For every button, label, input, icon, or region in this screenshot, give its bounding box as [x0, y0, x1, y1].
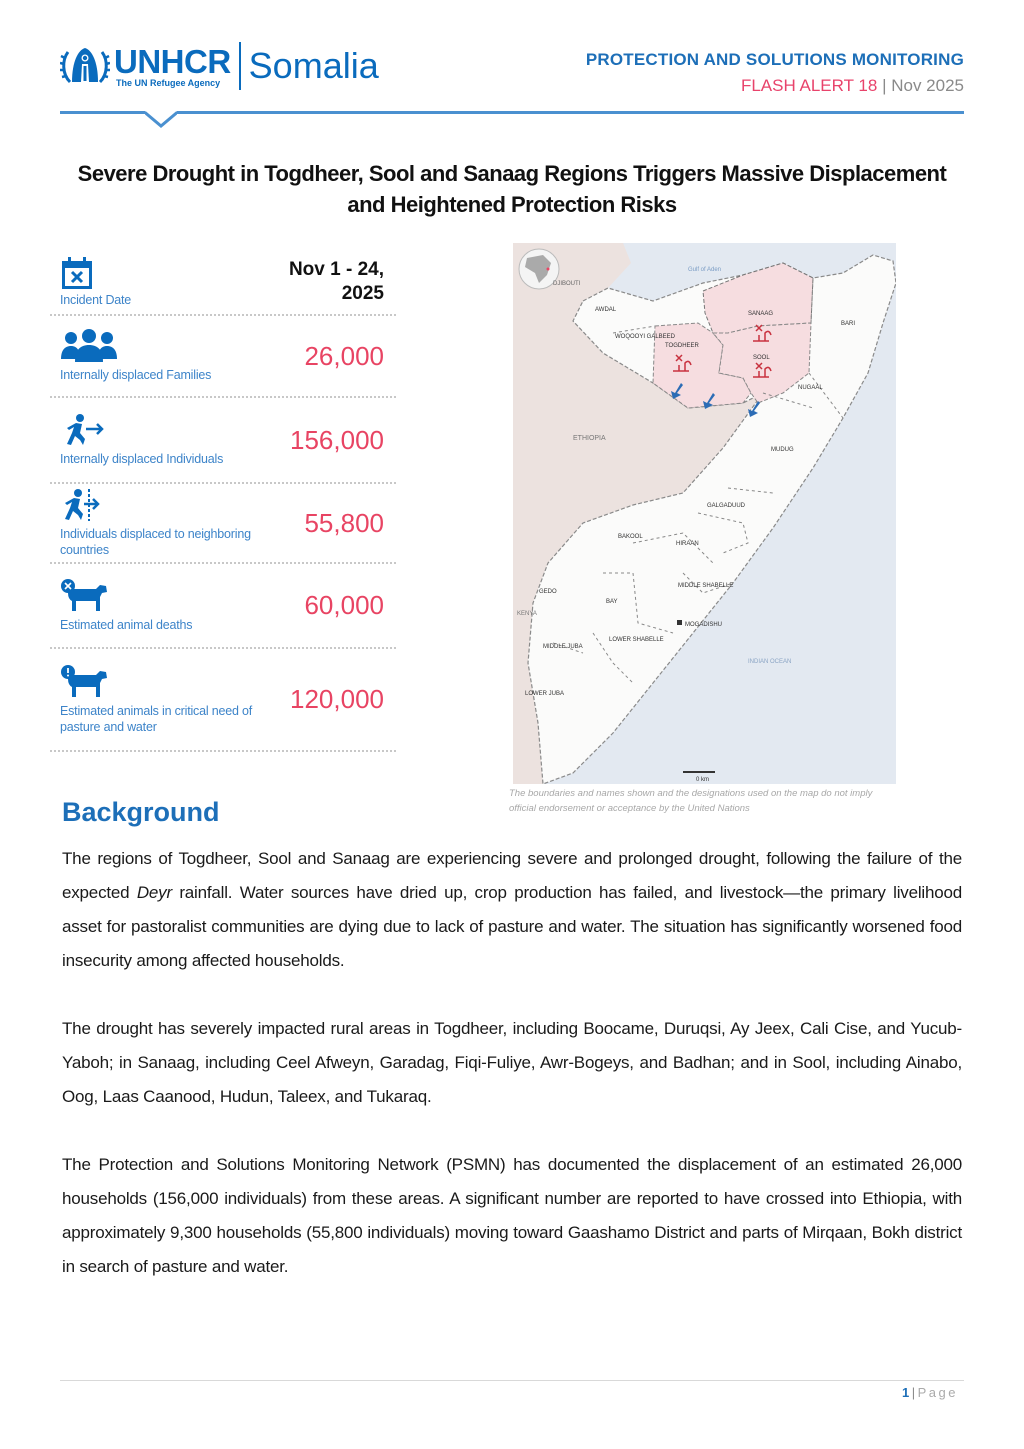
stat-value: 156,000: [290, 424, 384, 455]
stat-incident-date: [50, 250, 396, 316]
header-meta: [586, 50, 964, 96]
page-separator: |: [911, 1385, 918, 1400]
map-label: GALGADUUD: [707, 503, 746, 509]
map-disclaimer: The boundaries and names shown and the designations used on the map do not imply official endorsement or acceptance by the United Nations: [509, 788, 873, 814]
background-paragraph-1: [62, 842, 962, 978]
stat-value: 120,000: [290, 684, 384, 714]
map-label: SANAAG: [748, 311, 774, 317]
map-label: KENYA: [517, 611, 537, 617]
header-rule: [60, 111, 964, 114]
unhcr-emblem-icon: [60, 44, 110, 88]
map-label: LOWER JUBA: [525, 691, 565, 697]
map-label: MIDDLE SHABELLE: [678, 583, 734, 589]
stat-label: Estimated animals in critical need of pasture and water: [60, 703, 252, 734]
map-label: GEDO: [539, 589, 557, 595]
stat-value: 55,800: [304, 507, 384, 538]
calendar-x-icon: [60, 256, 94, 290]
map-label: INDIAN OCEAN: [748, 659, 792, 665]
paragraph-emphasis: Deyr: [136, 883, 172, 902]
page-number: 1: [902, 1385, 912, 1400]
stat-displaced-abroad: [50, 484, 396, 564]
map-label: BAKOOL: [618, 534, 643, 540]
map-label: MUDUG: [771, 447, 794, 453]
paragraph-text: The regions of Togdheer, Sool and Sanaag are experiencing severe and prolonged drought, following the failure of the expected: [62, 849, 962, 902]
header-notch-icon: [145, 111, 177, 129]
stat-label: Estimated animal deaths: [60, 617, 193, 632]
map-label: BARI: [841, 321, 856, 327]
map-label: MIDDLE JUBA: [543, 644, 583, 650]
org-tagline: The UN Refugee Agency: [116, 77, 221, 88]
family-group-icon: [60, 329, 118, 363]
key-figures-panel: [50, 250, 396, 752]
background-paragraph-2: The drought has severely impacted rural areas in Togdheer, including Boocame, Duruqsi, Ay Jeex, Cali Cise, and Yucub-Yaboh; in Sanaag, including Ceel Afweyn, Garadag, Fiqi-Fuliye, Awr-Bogeys, and Badhan; and in Sool, including Ainabo, Oog, Laas Caanood, Hudun, Taleex, and Tukaraq.: [62, 1019, 962, 1106]
map-label: TOGDHEER: [665, 343, 699, 349]
org-name: UNHCR: [114, 42, 231, 80]
stat-value: 26,000: [304, 340, 384, 371]
capital-marker-icon: [677, 620, 682, 625]
stat-displaced-families: [50, 316, 396, 398]
map-label: MOGADISHU: [685, 622, 723, 628]
unhcr-logo: [60, 40, 379, 92]
section-heading-background: Background: [62, 797, 220, 827]
somalia-drought-map: [513, 243, 896, 784]
person-crossing-border-icon: [60, 488, 106, 522]
country-name: Somalia: [248, 45, 379, 86]
person-walking-arrow-icon: [60, 413, 106, 447]
map-label: AWDAL: [595, 307, 617, 313]
alert-label: FLASH ALERT 18: [740, 76, 878, 95]
map-label: SOOL: [753, 355, 770, 361]
alert-separator: |: [882, 76, 887, 95]
map-label: Gulf of Aden: [688, 267, 722, 273]
stat-label: Incident Date: [60, 293, 132, 307]
paragraph-text: rainfall. Water sources have dried up, crop production has failed, and livestock—the primary livelihood asset for pastoralist communities are dying due to lack of pasture and water. The situation has significantly worsened food insecurity among affected households.: [62, 883, 962, 970]
animal-death-icon: [60, 579, 110, 613]
footer-rule: [60, 1380, 964, 1381]
document-title: Severe Drought in Togdheer, Sool and Sanaag Regions Triggers Massive Displacement and Heightened Protection Risks: [77, 161, 947, 217]
program-name: PROTECTION AND SOLUTIONS MONITORING: [585, 50, 964, 69]
animal-alert-icon: [60, 665, 110, 699]
map-label: WOQOOYI GALBEED: [615, 334, 676, 340]
stat-label: Individuals displaced to neighboring countries: [60, 527, 251, 557]
map-label: DJIBOUTI: [553, 281, 581, 287]
background-paragraph-3: The Protection and Solutions Monitoring Network (PSMN) has documented the displacement of an estimated 26,000 households (156,000 individuals) from these areas. A significant number are reported to have crossed into Ethiopia, with approximately 9,300 households (55,800 individuals) moving toward Gaashamo District and parts of Mirqaan, Bokh district in search of pasture and water.: [62, 1155, 962, 1276]
alert-line: [586, 76, 964, 96]
page-indicator: [902, 1385, 958, 1400]
stat-value: Nov 1 - 24, 2025: [288, 259, 384, 304]
page-label: Page: [917, 1385, 958, 1400]
stat-label: Internally displaced Families: [60, 368, 212, 382]
map-label: NUGAAL: [798, 385, 823, 391]
map-label: ETHIOPIA: [573, 435, 606, 442]
map-label: 0 km: [696, 777, 710, 783]
map-label: LOWER SHABELLE: [609, 637, 664, 643]
stat-animals-critical-need: [50, 649, 396, 752]
stat-value: 60,000: [304, 590, 384, 620]
map-label: BAY: [606, 599, 618, 605]
stat-label: Internally displaced Individuals: [60, 452, 224, 466]
alert-date: Nov 2025: [891, 76, 964, 95]
logo-divider: [239, 42, 241, 90]
stat-animal-deaths: [50, 564, 396, 649]
map-label: HIRAAN: [676, 541, 699, 547]
map-graphic: [513, 243, 896, 784]
stat-displaced-individuals: [50, 398, 396, 484]
